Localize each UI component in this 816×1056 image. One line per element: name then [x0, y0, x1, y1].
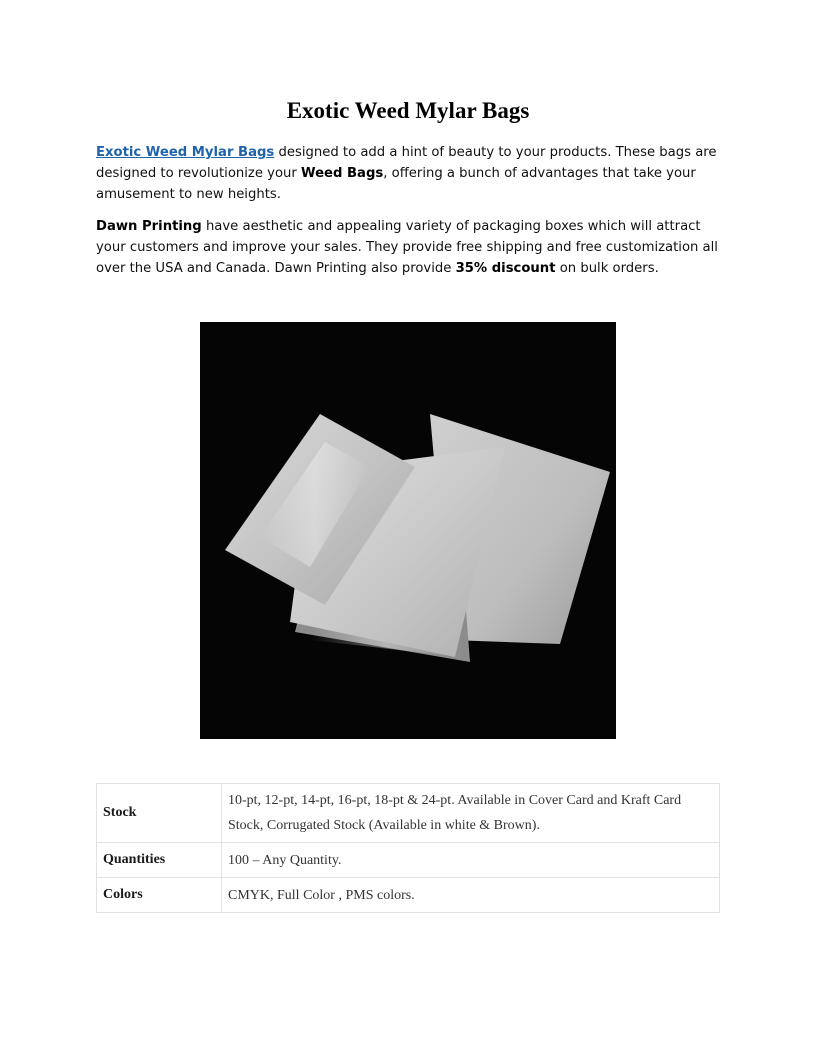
- company-paragraph: [96, 217, 720, 279]
- mylar-bags-photo: [200, 322, 616, 739]
- table-row: [97, 784, 720, 843]
- mylar-bags-link[interactable]: Exotic Weed Mylar Bags: [96, 145, 275, 160]
- intro-text-2: , offering a bunch of advantages that take your amusement to new heights.: [96, 165, 696, 202]
- intro-paragraph: [96, 143, 720, 205]
- company-name-bold: Dawn Printing: [96, 219, 202, 234]
- spec-label: Stock: [97, 784, 222, 843]
- spec-value: 10-pt, 12-pt, 14-pt, 16-pt, 18-pt & 24-pt. Available in Cover Card and Kraft Card Stock, Corrugated Stock (Available in white & Brown).: [222, 784, 720, 843]
- spec-value: 100 – Any Quantity.: [222, 843, 720, 878]
- specs-table: [96, 783, 720, 913]
- page-title: Exotic Weed Mylar Bags: [286, 98, 530, 123]
- table-row: [97, 843, 720, 878]
- spec-label: Colors: [97, 878, 222, 913]
- spec-value: CMYK, Full Color , PMS colors.: [222, 878, 720, 913]
- spec-label: Quantities: [97, 843, 222, 878]
- weed-bags-bold: Weed Bags: [301, 165, 384, 181]
- table-row: [97, 878, 720, 913]
- company-text-1: have aesthetic and appealing variety of packaging boxes which will attract your customers and improve your sales. They provide free shipping and free customization all over the USA and Canada. Dawn Printing also provide: [96, 219, 718, 276]
- discount-bold: 35% discount: [455, 260, 556, 276]
- company-text-2: on bulk orders.: [555, 260, 659, 276]
- intro-text-1: designed to add a hint of beauty to your products. These bags are designed to revolutionize your: [96, 145, 717, 181]
